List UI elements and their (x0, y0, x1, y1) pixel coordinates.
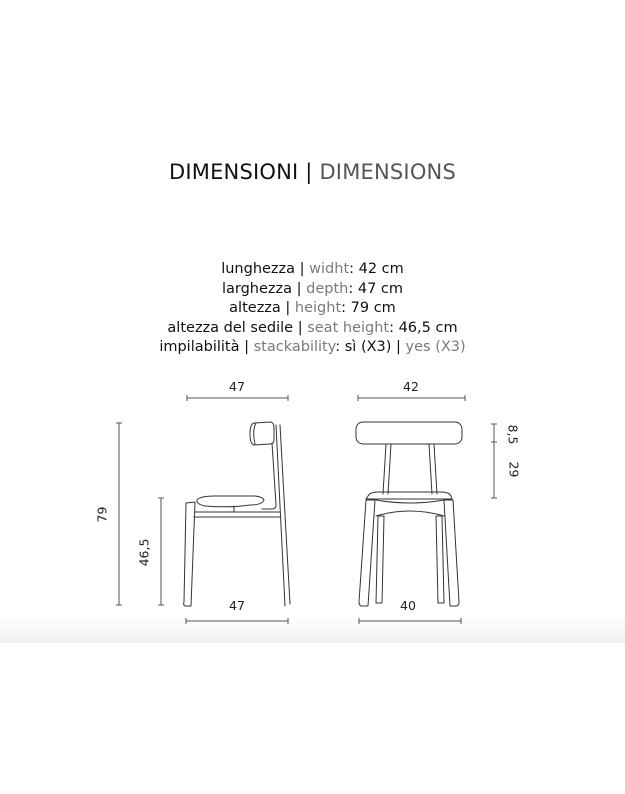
side-bottom-width-label: 47 (229, 598, 245, 613)
side-view-chair (184, 422, 290, 606)
seat-height-label: 46,5 (136, 538, 152, 567)
front-bottom-width-label: 40 (400, 598, 416, 613)
spec-value: 79 cm (350, 300, 396, 317)
title-separator: | (298, 160, 320, 184)
back-height-label: 29 (506, 461, 522, 478)
spec-value: 46,5 cm (398, 319, 458, 336)
title-english: DIMENSIONS (319, 160, 456, 184)
spec-row-height: altezza | height: 79 cm (229, 300, 396, 317)
title-italian: DIMENSIONI (168, 160, 299, 184)
backrest-height-label: 8,5 (505, 424, 521, 445)
spec-row-width: lunghezza | widht: 42 cm (221, 261, 404, 277)
spec-row-seat-height: altezza del sedile | seat height: 46,5 cm (167, 319, 458, 336)
spec-row-stackability: impilabilità | stackability: sì (X3) | yes (X3) (159, 339, 466, 356)
spec-row-depth: larghezza | depth: 47 cm (221, 280, 404, 297)
side-top-width-label: 47 (229, 379, 245, 394)
total-height-label: 79 (94, 506, 110, 523)
spec-value: 47 cm (357, 280, 404, 297)
dimension-lines (116, 395, 497, 624)
front-top-width-label: 42 (403, 379, 419, 394)
spec-value: 42 cm (358, 261, 404, 277)
spec-value: sì (X3) (344, 339, 392, 356)
front-view-chair (356, 422, 462, 606)
